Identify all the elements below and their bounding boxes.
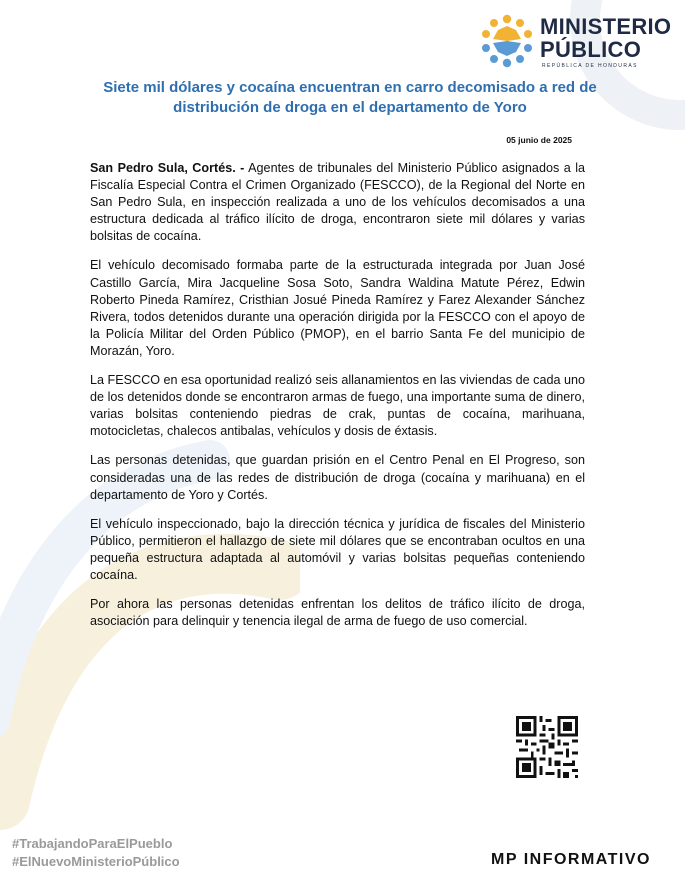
paragraph-4: Las personas detenidas, que guardan prisión en el Centro Penal en El Progreso, son consideradas una de las redes de distribución de droga (cocaína y marihuana) en el departamento de Yoro y Cortés.	[90, 453, 585, 502]
lead-location: San Pedro Sula, Cortés. -	[90, 161, 245, 175]
mp-informativo-brand: MP INFORMATIVO	[491, 851, 651, 868]
people-circle-logo-icon	[478, 12, 536, 70]
paragraph-2: El vehículo decomisado formaba parte de la estructurada integrada por Juan José Castillo García, Mira Jacqueline Sosa Soto, Sandra Waldina Matute Pérez, Edwin Roberto Pineda Ramírez, Cristhian Josué Pineda Ramírez y Farez Alexander Sánchez Rivera, todos detenidos durante una operación dirigida por la FESCCO con el apoyo de la Policía Militar del Orden Público (PMOP), en el barrio Santa Fe del municipio de Morazán, Yoro.	[90, 258, 585, 358]
paragraph-3: La FESCCO en esa oportunidad realizó seis allanamientos en las viviendas de cada uno de los detenidos donde se encontraron armas de fuego, una importante suma de dinero, varias bolsitas conteniendo piedras de crak, puntas de cocaína, marihuana, motocicletas, chalecos antibalas, vehículos y dosis de éxtasis.	[90, 373, 585, 439]
article-title: Siete mil dólares y cocaína encuentran en carro decomisado a red de distribución de droga en el departamento de Yoro	[103, 79, 597, 116]
paragraph-6: Por ahora las personas detenidas enfrentan los delitos de tráfico ilícito de droga, asociación para delinquir y tenencia ilegal de arma de fuego de uso comercial.	[90, 597, 585, 629]
logo-line-2: PÚBLICO	[540, 37, 642, 62]
paragraph-5: El vehículo inspeccionado, bajo la dirección técnica y jurídica de fiscales del Ministerio Público, permitieron el hallazgo de siete mil dólares que se encontraban ocultos en una pequeña estructura adaptada al automóvil y varias bolsitas pequeñas conteniendo cocaína.	[90, 516, 585, 582]
qr-code-icon[interactable]	[516, 716, 578, 778]
article-date: 05 junio de 2025	[506, 135, 572, 145]
lead-text: Agentes de tribunales del Ministerio Público asignados a la Fiscalía Especial Contra el Crimen Organizado (FESCCO), de la Regional del Norte en San Pedro Sula, en inspección realizada a uno de los vehículos decomisados a una estructura dedicada al tráfico ilícito de droga, encontraron siete mil dólares y varias bolsitas de cocaína.	[90, 161, 585, 244]
logo-subtitle: REPÚBLICA DE HONDURAS	[542, 63, 638, 69]
hashtag-nuevo-ministerio: #ElNuevoMinisterioPúblico	[12, 854, 180, 869]
ministerio-publico-logo	[478, 10, 672, 70]
logo-line-1: MINISTERIO	[540, 14, 672, 39]
hashtag-trabajando: #TrabajandoParaElPueblo	[12, 836, 173, 851]
lead-paragraph	[90, 160, 585, 245]
article-body	[90, 160, 585, 642]
